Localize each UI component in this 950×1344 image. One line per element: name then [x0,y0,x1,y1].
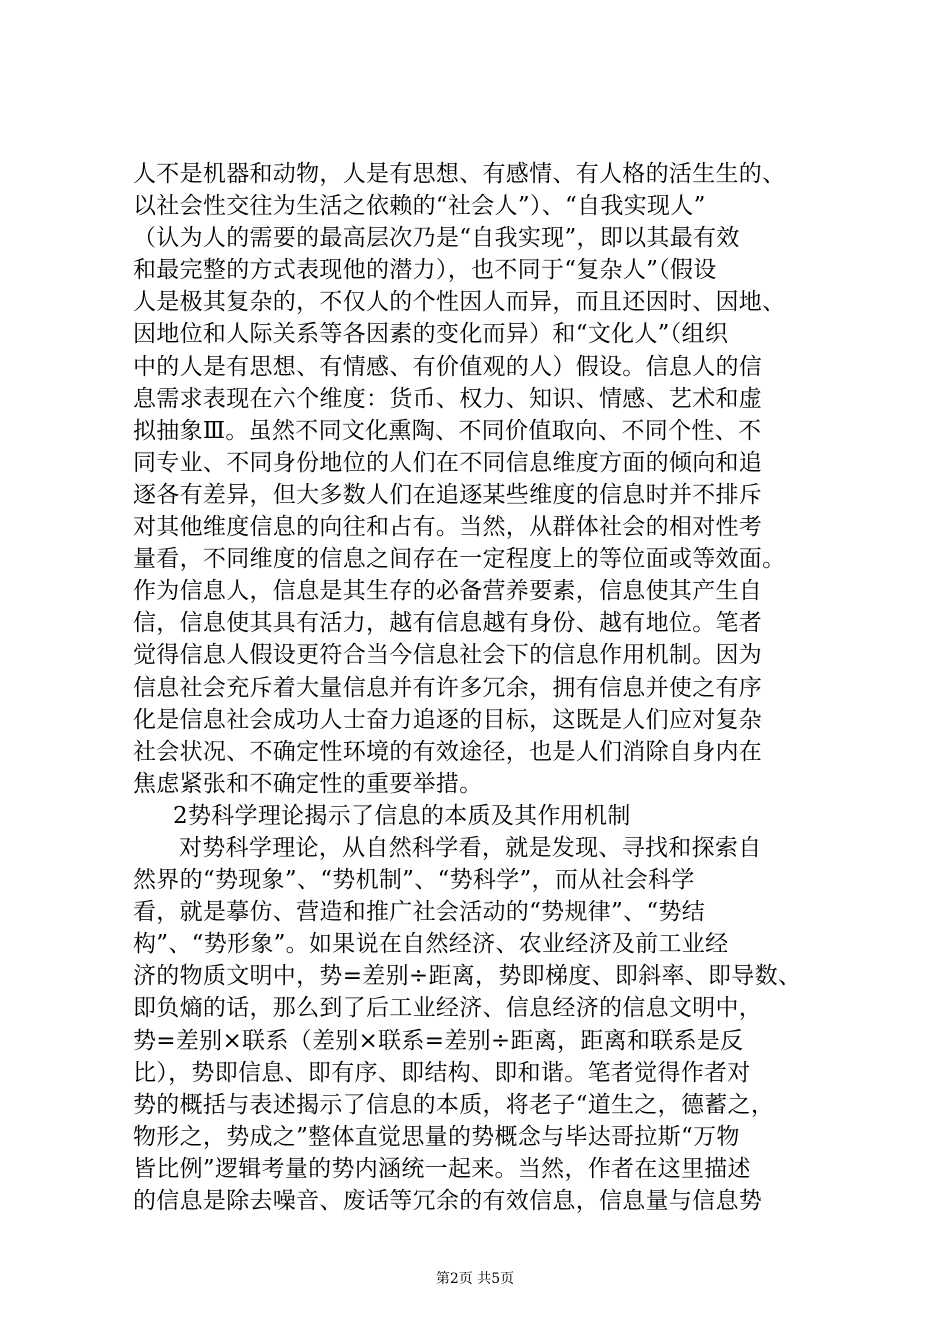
text-line: 逐各有差异，但大多数人们在追逐某些维度的信息时并不排斥 [133,481,763,508]
text-line: 和最完整的方式表现他的潜力），也不同于“复杂人”（假设 [133,257,717,284]
text-line: 化是信息社会成功人士奋力追逐的目标，这既是人们应对复杂 [133,706,763,733]
text-line: 人不是机器和动物，人是有思想、有感情、有人格的活生生的、 [133,161,786,187]
text-line: 焦虑紧张和不确定性的重要举措。 [133,770,483,797]
text-line: 的信息是除去噪音、废话等冗余的有效信息，信息量与信息势 [133,1188,763,1214]
text-line: 觉得信息人假设更符合当今信息社会下的信息作用机制。因为 [133,642,763,669]
text-line: 息需求表现在六个维度：货币、权力、知识、情感、艺术和虚 [133,385,763,412]
text-line: 势=差别×联系（差别×联系=差别÷距离，距离和联系是反 [133,1027,744,1054]
text-line: 以社会性交往为生活之依赖的“社会人”）、“自我实现人” [133,193,706,220]
text-line: 因地位和人际关系等各因素的变化而异）和“文化人”（组织 [133,321,729,348]
text-line: 人是极其复杂的，不仅人的个性因人而异，而且还因时、因地、 [133,289,786,316]
text-line: （认为人的需要的最高层次乃是“自我实现”，即以其最有效 [133,225,740,252]
text-line: 比），势即信息、即有序、即结构、即和谐。笔者觉得作者对 [133,1059,751,1086]
text-line: 信，信息使其具有活力，越有信息越有身份、越有地位。笔者 [133,610,763,637]
text-line: 构”、“势形象”。如果说在自然经济、农业经济及前工业经 [133,931,729,958]
text-line: 物形之，势成之”整体直觉思量的势概念与毕达哥拉斯“万物 [133,1123,740,1150]
text-line: 社会状况、不确定性环境的有效途径，也是人们消除自身内在 [133,738,763,765]
text-line: 势的概括与表述揭示了信息的本质，将老子“道生之，德蓄之， [133,1091,775,1118]
text-line: 然界的“势现象”、“势机制”、“势科学”，而从社会科学 [133,867,695,894]
page-number-footer: 第2页 共5页 [435,1271,515,1287]
text-line: 信息社会充斥着大量信息并有许多冗余，拥有信息并使之有序 [133,674,763,701]
text-line: 同专业、不同身份地位的人们在不同信息维度方面的倾向和追 [133,449,763,476]
text-line: 即负熵的话，那么到了后工业经济、信息经济的信息文明中， [133,995,763,1022]
text-line: 中的人是有思想、有情感、有价值观的人）假设。信息人的信 [133,353,763,380]
text-line: 作为信息人，信息是其生存的必备营养要素，信息使其产生自 [133,578,763,605]
section-heading: 2势科学理论揭示了信息的本质及其作用机制 [173,802,631,829]
text-line: 对其他维度信息的向往和占有。当然，从群体社会的相对性考 [133,514,763,541]
text-line: 对势科学理论，从自然科学看，就是发现、寻找和探索自 [179,834,762,861]
text-line: 皆比例”逻辑考量的势内涵统一起来。当然，作者在这里描述 [133,1155,751,1182]
text-line: 量看，不同维度的信息之间存在一定程度上的等位面或等效面。 [133,546,786,573]
body-text [133,158,823,1217]
text-line: 看，就是摹仿、营造和推广社会活动的“势规律”、“势结 [133,899,706,926]
text-line: 济的物质文明中，势=差别÷距离，势即梯度、即斜率、即导数、 [133,963,802,990]
text-line: 拟抽象Ⅲ。虽然不同文化熏陶、不同价值取向、不同个性、不 [133,417,762,444]
